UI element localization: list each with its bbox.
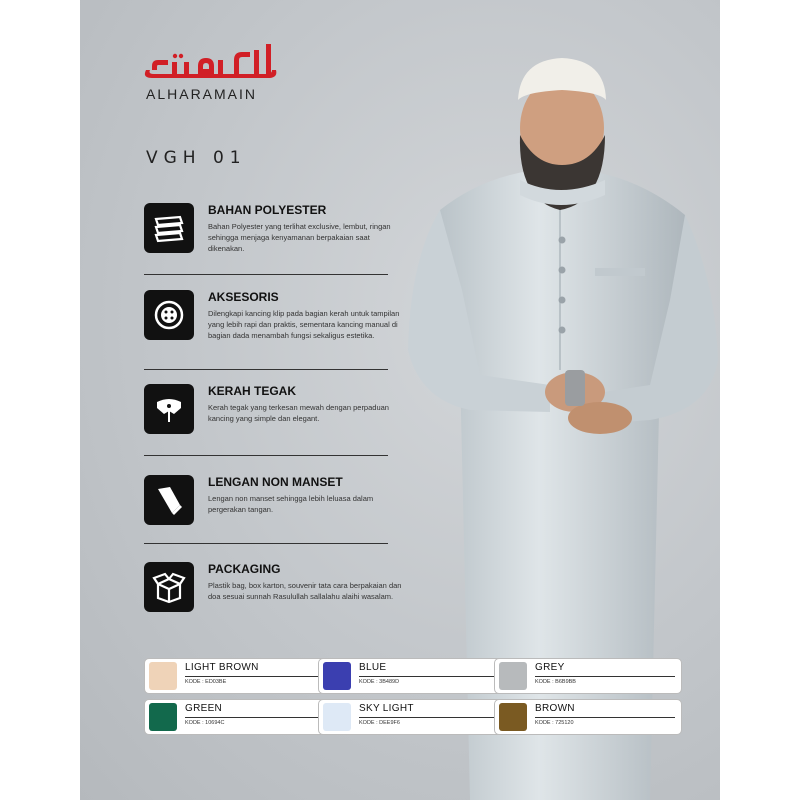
sleeve-icon xyxy=(144,475,194,525)
button-icon xyxy=(144,290,194,340)
swatch-light-brown[interactable] xyxy=(144,658,332,694)
feature-title: PACKAGING xyxy=(208,562,281,576)
feature-title: KERAH TEGAK xyxy=(208,384,297,398)
swatch-underline xyxy=(535,717,675,718)
color-chip xyxy=(149,662,177,690)
feature-title: AKSESORIS xyxy=(208,290,279,304)
divider xyxy=(144,455,388,456)
collar-icon xyxy=(144,384,194,434)
alharamain-logo xyxy=(138,40,288,80)
swatch-name: SKY LIGHT xyxy=(359,703,414,714)
swatch-kode: KODE : ED03BE xyxy=(185,679,227,685)
swatch-underline xyxy=(185,717,325,718)
swatch-sky-light[interactable] xyxy=(318,699,506,735)
feature-desc: Lengan non manset sehingga lebih leluasa dalam pergerakan tangan. xyxy=(208,494,374,514)
swatch-brown[interactable] xyxy=(494,699,682,735)
color-chip xyxy=(323,662,351,690)
color-chip xyxy=(499,662,527,690)
swatch-name: BROWN xyxy=(535,703,575,714)
feature-desc: Dilengkapi kancing klip pada bagian kerah untuk tampilan yang lebih rapi dan praktis, sementara kancing manual di bagian dada menambah fungsi sekaligus estetika. xyxy=(208,309,400,340)
swatch-blue[interactable] xyxy=(318,658,506,694)
swatch-name: GREY xyxy=(535,662,565,673)
swatch-kode: KODE : 10694C xyxy=(185,720,225,726)
swatch-underline xyxy=(359,676,499,677)
swatch-underline xyxy=(535,676,675,677)
swatch-kode: KODE : 725120 xyxy=(535,720,574,726)
swatch-kode: KODE : DEE9F6 xyxy=(359,720,400,726)
swatch-name: BLUE xyxy=(359,662,387,673)
feature-title: LENGAN NON MANSET xyxy=(208,475,343,489)
fabric-stack-icon xyxy=(144,203,194,253)
feature-title: BAHAN POLYESTER xyxy=(208,203,327,217)
swatch-grey[interactable] xyxy=(494,658,682,694)
color-chip xyxy=(149,703,177,731)
feature-desc: Kerah tegak yang terkesan mewah dengan perpaduan kancing yang simple dan elegant. xyxy=(208,403,389,423)
brand-name: ALHARAMAIN xyxy=(146,86,258,102)
divider xyxy=(144,369,388,370)
color-chip xyxy=(323,703,351,731)
swatch-name: GREEN xyxy=(185,703,223,714)
product-code: VGH 01 xyxy=(146,148,247,168)
swatch-name: LIGHT BROWN xyxy=(185,662,259,673)
feature-desc: Plastik bag, box karton, souvenir tata cara berpakaian dan doa sesuai sunnah Rasulullah sallalahu alaihi wasalam. xyxy=(208,581,402,601)
divider xyxy=(144,274,388,275)
box-icon xyxy=(144,562,194,612)
swatch-underline xyxy=(185,676,325,677)
swatch-underline xyxy=(359,717,499,718)
swatch-kode: KODE : B6B9BB xyxy=(535,679,576,685)
swatch-kode: KODE : 3B489D xyxy=(359,679,400,685)
swatch-green[interactable] xyxy=(144,699,332,735)
divider xyxy=(144,543,388,544)
color-chip xyxy=(499,703,527,731)
feature-desc: Bahan Polyester yang terlihat exclusive, lembut, ringan sehingga menjaga kenyamanan berpakaian saat dikenakan. xyxy=(208,222,391,253)
